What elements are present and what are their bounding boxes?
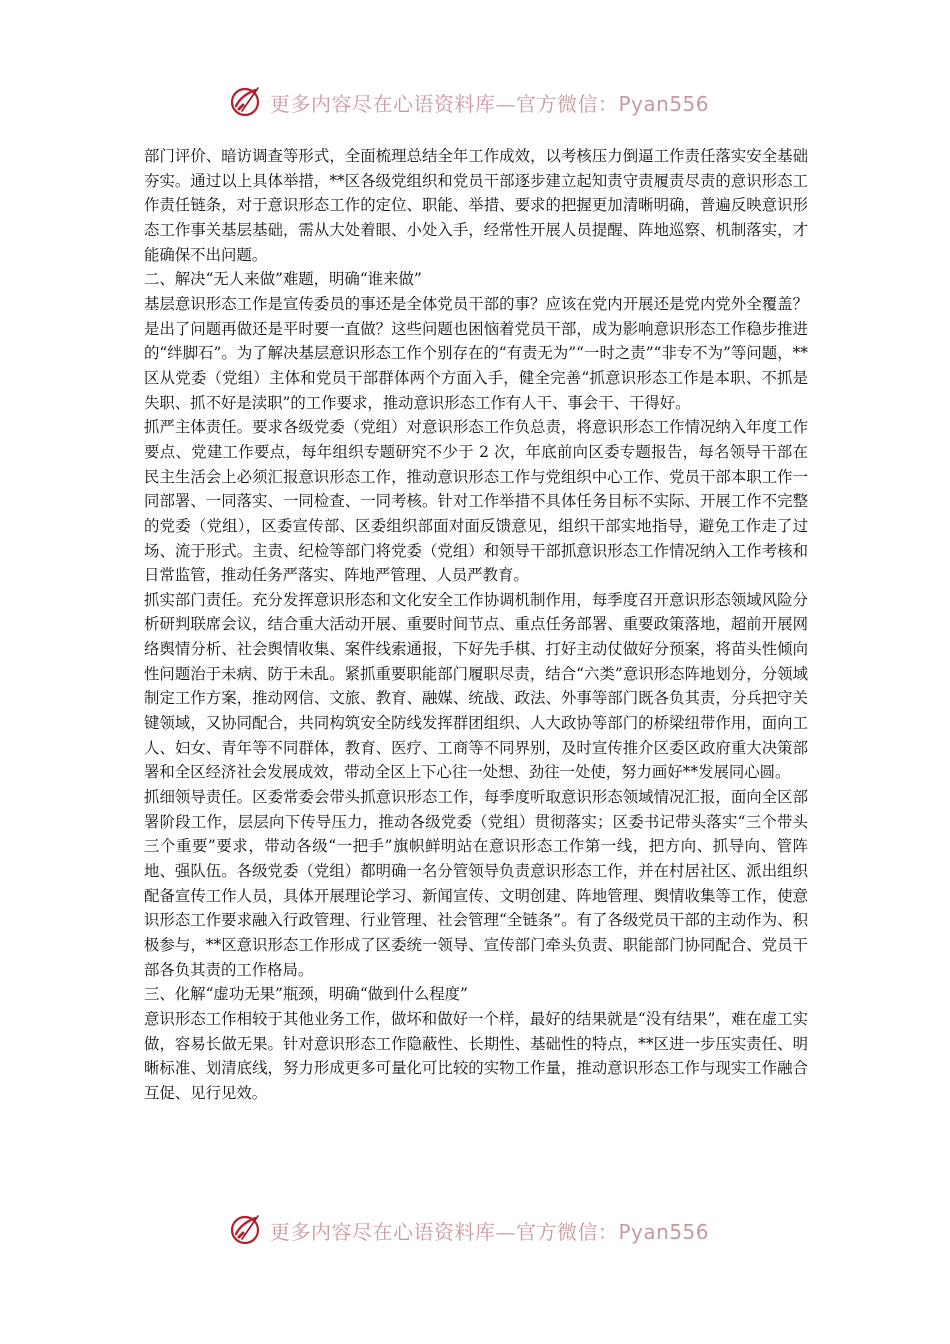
pen-logo-icon (228, 84, 264, 120)
header-watermark-banner (228, 84, 748, 120)
document-body (144, 144, 808, 1106)
footer-watermark-banner (228, 1212, 748, 1248)
paragraph: 意识形态工作相较于其他业务工作，做坏和做好一个样，最好的结果就是“没有结果”，难在虚工实做，容易长做无果。针对意识形态工作隐蔽性、长期性、基础性的特点，**区进一步压实责任、明晰标准、划清底线，努力形成更多可量化可比较的实物工作量，推动意识形态工作与现实工作融合互促、见行见效。 (144, 1009, 808, 1102)
pen-logo-icon (228, 1212, 264, 1248)
banner-wechat-id: Pyan556 (618, 1219, 710, 1244)
banner-wechat-id: Pyan556 (618, 91, 710, 116)
banner-caption: 更多内容尽在心语资料库—官方微信： (270, 91, 619, 116)
section-heading: 二、解决“无人来做”难题，明确“谁来做” (144, 270, 422, 289)
paragraph: 基层意识形态工作是宣传委员的事还是全体党员干部的事？应该在党内开展还是党内党外全覆盖？是出了问题再做还是平时要一直做？这些问题也困恼着党员干部，成为影响意识形态工作稳步推进的“绊脚石”。为了解决基层意识形态工作个别存在的“有责无为”“一时之责”“非专不为”等问题，**区从党委（党组）主体和党员干部群体两个方面入手，健全完善“抓意识形态工作是本职、不抓是失职、抓不好是渎职”的工作要求，推动意识形态工作有人干、事会干、干得好。 (144, 294, 808, 412)
banner-text (270, 1216, 709, 1245)
paragraph: 部门评价、暗访调查等形式，全面梳理总结全年工作成效，以考核压力倒逼工作责任落实安全基础夯实。通过以上具体举措，**区各级党组织和党员干部逐步建立起知责守责履责尽责的意识形态工作责任链条，对于意识形态工作的定位、职能、举措、要求的把握更加清晰明确，普遍反映意识形态工作事关基层基础，需从大处着眼、小处入手，经常性开展人员提醒、阵地巡察、机制落实，才能确保不出问题。 (144, 147, 808, 264)
paragraph: 抓细领导责任。区委常委会带头抓意识形态工作，每季度听取意识形态领域情况汇报，面向全区部署阶段工作，层层向下传导压力，推动各级党委（党组）贯彻落实；区委书记带头落实“三个带头三个重要”要求，带动各级“一把手”旗帜鲜明站在意识形态工作第一线，把方向、抓导向、管阵地、强队伍。各级党委（党组）都明确一名分管领导负责意识形态工作，并在村居社区、派出组织配备宣传工作人员，具体开展理论学习、新闻宣传、文明创建、阵地管理、舆情收集等工作，使意识形态工作要求融入行政管理、行业管理、社会管理“全链条”。有了各级党员干部的主动作为、积极参与，**区意识形态工作形成了区委统一领导、宣传部门牵头负责、职能部门协同配合、党员干部各负其责的工作格局。 (144, 788, 808, 979)
paragraph: 抓实部门责任。充分发挥意识形态和文化安全工作协调机制作用，每季度召开意识形态领域风险分析研判联席会议，结合重大活动开展、重要时间节点、重点任务部署、重要政策落地，超前开展网络舆情分析、社会舆情收集、案件线索通报，下好先手棋、打好主动仗做好分预案，将苗头性倾向性问题治于未病、防于未乱。紧抓重要职能部门履职尽责，结合“六类”意识形态阵地划分，分领域制定工作方案，推动网信、文旅、教育、融媒、统战、政法、外事等部门既各负其责，分兵把守关键领域，又协同配合，共同构筑安全防线发挥群团组织、人大政协等部门的桥梁纽带作用，面向工人、妇女、青年等不同群体，教育、医疗、工商等不同界别，及时宣传推介区委区政府重大决策部署和全区经济社会发展成效，带动全区上下心往一处想、劲往一处使，努力画好**发展同心圆。 (144, 590, 808, 782)
banner-text (270, 88, 709, 117)
section-heading: 三、化解“虚功无果”瓶颈，明确“做到什么程度” (144, 985, 468, 1004)
banner-caption: 更多内容尽在心语资料库—官方微信： (270, 1219, 619, 1244)
paragraph: 抓严主体责任。要求各级党委（党组）对意识形态工作负总责，将意识形态工作情况纳入年度工作要点、党建工作要点，每年组织专题研究不少于 2 次，年底前向区委专题报告，每名领导干部在民主生活会上必须汇报意识形态工作，推动意识形态工作与党组织中心工作、党员干部本职工作一同部署、一同落实、一同检查、一同考核。针对工作举措不具体任务目标不实际、开展工作不完整的党委（党组），区委宣传部、区委组织部面对面反馈意见，组织干部实地指导，避免工作走了过场、流于形式。主责、纪检等部门将党委（党组）和领导干部抓意识形态工作情况纳入工作考核和日常监管，推动任务严落实、阵地严管理、人员严教育。 (144, 418, 808, 585)
